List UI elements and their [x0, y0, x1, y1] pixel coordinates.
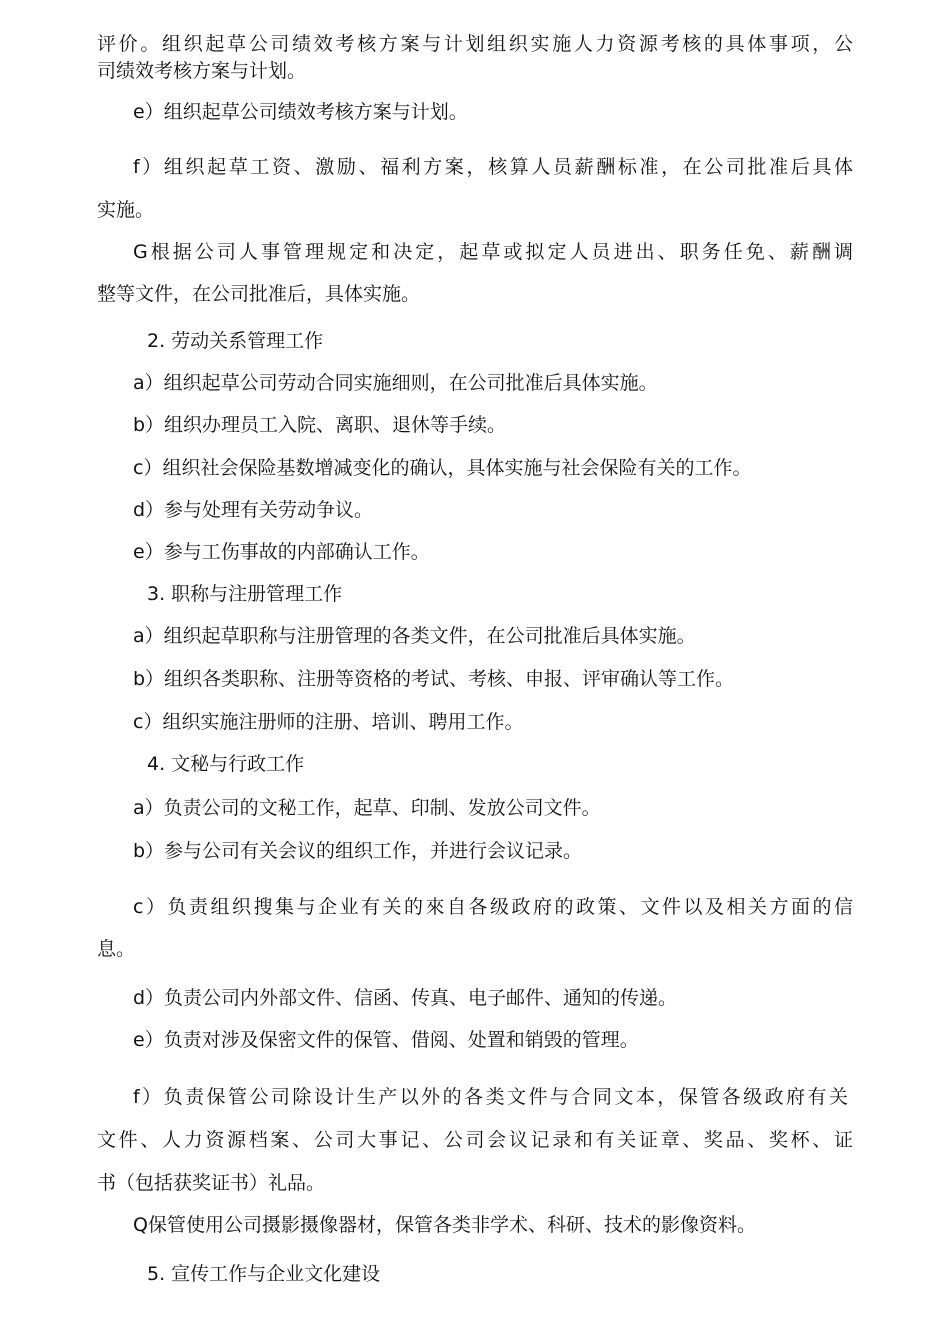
list-item: d）参与处理有关劳动争议。: [133, 499, 374, 521]
section-heading: 4. 文秘与行政工作: [147, 753, 305, 775]
list-item: e）参与工伤事故的内部确认工作。: [133, 541, 430, 563]
list-item: b）组织办理员工入院、离职、退休等手续。: [133, 414, 507, 436]
list-item: a）组织起草公司劳动合同实施细则，在公司批准后具体实施。: [133, 372, 658, 394]
paragraph-line: 书（包括获奖证书）礼品。: [97, 1172, 326, 1194]
paragraph-line: 文件、人力资源档案、公司大事记、公司会议记录和有关证章、奖品、奖杯、证: [97, 1129, 853, 1151]
paragraph-line: 司绩效考核方案与计划。: [97, 60, 307, 82]
list-item: a）组织起草职称与注册管理的各类文件，在公司批准后具体实施。: [133, 625, 696, 647]
list-item: d）负责公司内外部文件、信函、传真、电子邮件、通知的传递。: [133, 987, 678, 1009]
list-item: f）负责保管公司除设计生产以外的各类文件与合同文本，保管各级政府有关: [133, 1086, 848, 1108]
list-item: a）负责公司的文秘工作，起草、印制、发放公司文件。: [133, 797, 601, 819]
list-item: f）组织起草工资、激励、福利方案，核算人员薪酬标准，在公司批准后具体: [133, 156, 853, 178]
paragraph-line: 息。: [97, 938, 136, 960]
list-item: e）组织起草公司绩效考核方案与计划。: [133, 101, 468, 123]
list-item: G根据公司人事管理规定和决定，起草或拟定人员进出、职务任免、薪酬调: [133, 241, 853, 263]
paragraph-line: 整等文件，在公司批准后，具体实施。: [97, 283, 421, 305]
list-item: c）组织社会保险基数增减变化的确认，具体实施与社会保险有关的工作。: [133, 457, 752, 479]
list-item: c）负责组织搜集与企业有关的來自各级政府的政策、文件以及相关方面的信: [133, 896, 853, 918]
list-item: c）组织实施注册师的注册、培训、聘用工作。: [133, 711, 524, 733]
list-item: Q保管使用公司摄影摄像器材，保管各类非学术、科研、技术的影像资料。: [133, 1214, 756, 1236]
list-item: b）组织各类职称、注册等资格的考试、考核、申报、评审确认等工作。: [133, 668, 735, 690]
list-item: b）参与公司有关会议的组织工作，并进行会议记录。: [133, 840, 583, 862]
list-item: e）负责对涉及保密文件的保管、借阅、处置和销毁的管理。: [133, 1029, 639, 1051]
section-heading: 2. 劳动关系管理工作: [147, 330, 324, 352]
section-heading: 5. 宣传工作与企业文化建设: [147, 1263, 381, 1285]
paragraph-line: 实施。: [97, 199, 155, 221]
section-heading: 3. 职称与注册管理工作: [147, 583, 343, 605]
paragraph-line: 评价。组织起草公司绩效考核方案与计划组织实施人力资源考核的具体事项，公: [97, 33, 853, 55]
